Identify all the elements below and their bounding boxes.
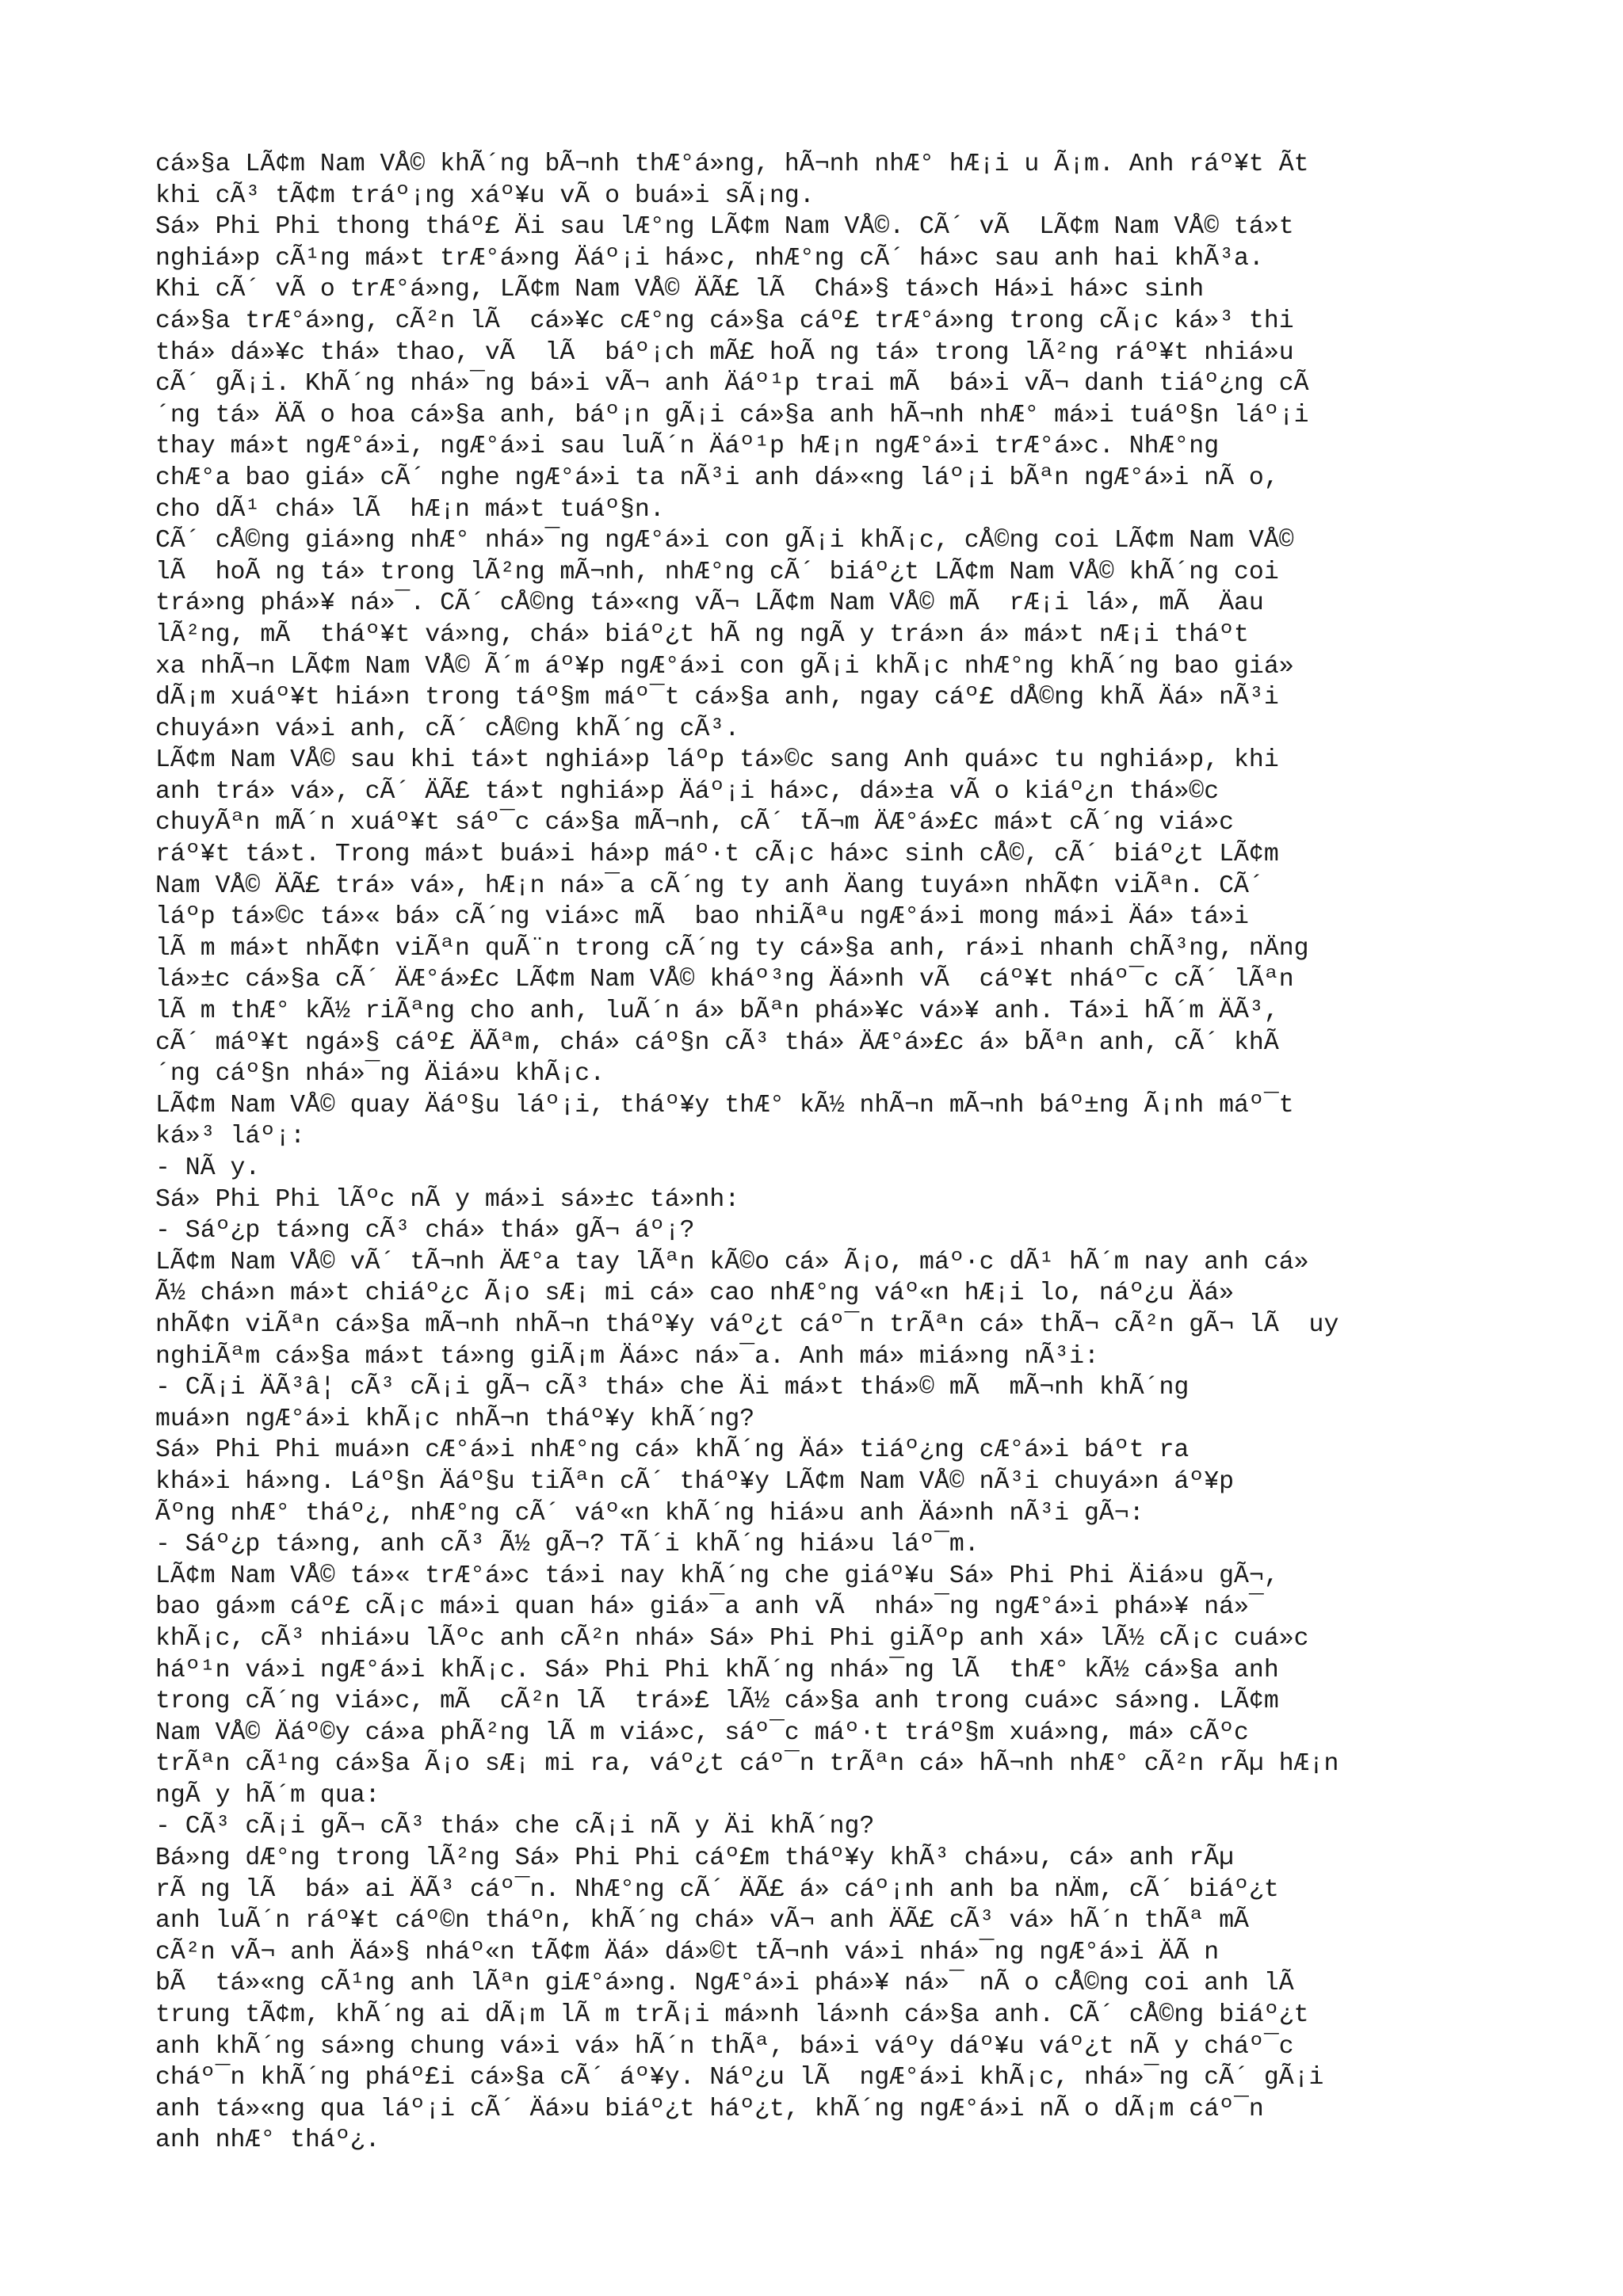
text-line: - CÃ¡i ÄÃ³â¦ cÃ³ cÃ¡i gÃ¬ cÃ³ thá» che Äi má»t thá»© mÃ mÃ¬nh khÃ´ng: [155, 1374, 1190, 1402]
text-line: cÃ²n vÃ¬ anh Äá»§ nháº«n tÃ¢m Äá» dá»©t tÃ¬nh vá»i nhá»¯ng ngÆ°á»i ÄÃ n: [155, 1938, 1220, 1966]
text-line: ká»³ láº¡:: [155, 1123, 306, 1151]
text-line: chuyÃªn mÃ´n xuáº¥t sáº¯c cá»§a mÃ¬nh, cÃ´ tÃ¬m ÄÆ°á»£c má»t cÃ´ng viá»c: [155, 809, 1235, 837]
text-line: lÃ m thÆ° kÃ½ riÃªng cho anh, luÃ´n á» bÃªn phá»¥c vá»¥ anh. Tá»i hÃ´m ÄÃ³,: [155, 997, 1279, 1026]
text-line: lá»±c cá»§a cÃ´ ÄÆ°á»£c LÃ¢m Nam VÅ© kháº³ng Äá»nh vÃ cáº¥t nháº¯c cÃ´ lÃªn: [155, 966, 1294, 994]
document-page: [155, 149, 1503, 2157]
text-line: thay má»t ngÆ°á»i, ngÆ°á»i sau luÃ´n Äáº¹p hÆ¡n ngÆ°á»i trÆ°á»c. NhÆ°ng: [155, 433, 1220, 461]
text-line: chuyá»n vá»i anh, cÃ´ cÅ©ng khÃ´ng cÃ³.: [155, 715, 740, 743]
text-line: ´ng tá» ÄÃ o hoa cá»§a anh, báº¡n gÃ¡i cá»§a anh hÃ¬nh nhÆ° má»i tuáº§n láº¡i: [155, 401, 1309, 429]
text-line: Ãºng nhÆ° tháº¿, nhÆ°ng cÃ´ váº«n khÃ´ng hiá»u anh Äá»nh nÃ³i gÃ¬:: [155, 1499, 1144, 1527]
text-line: muá»n ngÆ°á»i khÃ¡c nhÃ¬n tháº¥y khÃ´ng?: [155, 1405, 755, 1433]
text-line: khá»i há»ng. Láº§n Äáº§u tiÃªn cÃ´ tháº¥y LÃ¢m Nam VÅ© nÃ³i chuyá»n áº¥p: [155, 1467, 1235, 1496]
text-line: ´ng cáº§n nhá»¯ng Äiá»u khÃ¡c.: [155, 1060, 605, 1089]
text-line: cá»§a trÆ°á»ng, cÃ²n lÃ cá»¥c cÆ°ng cá»§a cáº£ trÆ°á»ng trong cÃ¡c ká»³ thi: [155, 307, 1294, 335]
text-line: Ã½ chá»n má»t chiáº¿c Ã¡o sÆ¡ mi cá» cao nhÆ°ng váº«n hÆ¡i lo, náº¿u Äá»: [155, 1280, 1235, 1308]
text-line: nhÃ¢n viÃªn cá»§a mÃ¬nh nhÃ¬n tháº¥y váº¿t cáº¯n trÃªn cá» thÃ¬ cÃ²n gÃ¬ lÃ uy: [155, 1310, 1339, 1339]
text-line: háº¹n vá»i ngÆ°á»i khÃ¡c. Sá» Phi Phi khÃ´ng nhá»¯ng lÃ thÆ° kÃ½ cá»§a anh: [155, 1656, 1279, 1684]
text-line: cá»§a LÃ¢m Nam VÅ© khÃ´ng bÃ¬nh thÆ°á»ng, hÃ¬nh nhÆ° hÆ¡i u Ã¡m. Anh ráº¥t Ãt: [155, 151, 1309, 178]
text-line: cÃ´ máº¥t ngá»§ cáº£ ÄÃªm, chá» cáº§n cÃ³ thá» ÄÆ°á»£c á» bÃªn anh, cÃ´ khÃ: [155, 1028, 1279, 1057]
text-line: LÃ¢m Nam VÅ© quay Äáº§u láº¡i, tháº¥y thÆ° kÃ½ nhÃ¬n mÃ¬nh báº±ng Ã¡nh máº¯t: [155, 1091, 1294, 1119]
text-line: trÃªn cÃ¹ng cá»§a Ã¡o sÆ¡ mi ra, váº¿t cáº¯n trÃªn cá» hÃ¬nh nhÆ° cÃ²n rÃµ hÆ¡n: [155, 1750, 1339, 1779]
text-line: nghiÃªm cá»§a má»t tá»ng giÃ¡m Äá»c ná»¯a. Anh má» miá»ng nÃ³i:: [155, 1342, 1099, 1371]
text-line: thá» dá»¥c thá» thao, vÃ lÃ báº¡ch mÃ£ hoÃ ng tá» trong lÃ²ng ráº¥t nhiá»u: [155, 338, 1294, 367]
text-line: Sá» Phi Phi thong tháº£ Äi sau lÆ°ng LÃ¢m Nam VÅ©. CÃ´ vÃ LÃ¢m Nam VÅ© tá»t: [155, 213, 1294, 242]
text-line: - Sáº¿p tá»ng, anh cÃ³ Ã½ gÃ¬? TÃ´i khÃ´ng hiá»u láº¯m.: [155, 1531, 980, 1559]
text-line: khÃ¡c, cÃ³ nhiá»u lÃºc anh cÃ²n nhá» Sá» Phi Phi giÃºp anh xá» lÃ½ cÃ¡c cuá»c: [155, 1624, 1309, 1653]
text-line: ráº¥t tá»t. Trong má»t buá»i há»p máº·t cÃ¡c há»c sinh cÅ©, cÃ´ biáº¿t LÃ¢m: [155, 841, 1279, 869]
text-line: anh khÃ´ng sá»ng chung vá»i vá» hÃ´n thÃª, bá»i váºy dáº¥u váº¿t nÃ y cháº¯c: [155, 2032, 1294, 2061]
text-line: LÃ¢m Nam VÅ© vÃ´ tÃ¬nh ÄÆ°a tay lÃªn kÃ©o cá» Ã¡o, máº·c dÃ¹ hÃ´m nay anh cá»: [155, 1248, 1309, 1276]
text-line: trung tÃ¢m, khÃ´ng ai dÃ¡m lÃ m trÃ¡i má»nh lá»nh cá»§a anh. CÃ´ cÅ©ng biáº¿t: [155, 2001, 1309, 2030]
text-line: bao gá»m cáº£ cÃ¡c má»i quan há» giá»¯a anh vÃ nhá»¯ng ngÆ°á»i phá»¥ ná»¯: [155, 1593, 1264, 1622]
text-line: - NÃ y.: [155, 1154, 261, 1182]
text-line: - Sáº¿p tá»ng cÃ³ chá» thá» gÃ¬ áº¡?: [155, 1217, 695, 1245]
text-line: lÃ hoÃ ng tá» trong lÃ²ng mÃ¬nh, nhÆ°ng cÃ´ biáº¿t LÃ¢m Nam VÅ© khÃ´ng coi: [155, 558, 1279, 586]
text-line: cÃ´ gÃ¡i. KhÃ´ng nhá»¯ng bá»i vÃ¬ anh Äáº¹p trai mÃ bá»i vÃ¬ danh tiáº¿ng cÃ: [155, 370, 1309, 399]
text-line: nghiá»p cÃ¹ng má»t trÆ°á»ng Äáº¡i há»c, nhÆ°ng cÃ´ há»c sau anh hai khÃ³a.: [155, 244, 1264, 273]
text-line: láºp tá»©c tá»« bá» cÃ´ng viá»c mÃ bao nhiÃªu ngÆ°á»i mong má»i Äá» tá»i: [155, 903, 1249, 932]
text-line: lÃ m má»t nhÃ¢n viÃªn quÃ¨n trong cÃ´ng ty cá»§a anh, rá»i nhanh chÃ³ng, nÄng: [155, 934, 1309, 963]
text-line: Bá»ng dÆ°ng trong lÃ²ng Sá» Phi Phi cáº£m tháº¥y khÃ³ chá»u, cá» anh rÃµ: [155, 1844, 1235, 1873]
text-line: rÃ ng lÃ bá» ai ÄÃ³ cáº¯n. NhÆ°ng cÃ´ ÄÃ£ á» cáº¡nh anh ba nÄm, cÃ´ biáº¿t: [155, 1875, 1279, 1904]
text-line: cho dÃ¹ chá» lÃ hÆ¡n má»t tuáº§n.: [155, 495, 665, 524]
text-line: cháº¯n khÃ´ng pháº£i cá»§a cÃ´ áº¥y. Náº¿u lÃ ngÆ°á»i khÃ¡c, nhá»¯ng cÃ´ gÃ¡i: [155, 2064, 1324, 2092]
text-line: Khi cÃ´ vÃ o trÆ°á»ng, LÃ¢m Nam VÅ© ÄÃ£ lÃ Chá»§ tá»ch Há»i há»c sinh: [155, 276, 1205, 304]
text-line: Nam VÅ© Äáº©y cá»a phÃ²ng lÃ m viá»c, sáº¯c máº·t tráº§m xuá»ng, má» cÃºc: [155, 1718, 1249, 1747]
text-line: anh nhÆ° tháº¿.: [155, 2126, 380, 2155]
text-line: LÃ¢m Nam VÅ© sau khi tá»t nghiá»p láºp tá»©c sang Anh quá»c tu nghiá»p, khi: [155, 746, 1279, 775]
text-line: - CÃ³ cÃ¡i gÃ¬ cÃ³ thá» che cÃ¡i nÃ y Äi khÃ´ng?: [155, 1813, 875, 1841]
text-line: trong cÃ´ng viá»c, mÃ cÃ²n lÃ trá»£ lÃ½ cá»§a anh trong cuá»c sá»ng. LÃ¢m: [155, 1688, 1279, 1716]
text-line: chÆ°a bao giá» cÃ´ nghe ngÆ°á»i ta nÃ³i anh dá»«ng láº¡i bÃªn ngÆ°á»i nÃ o,: [155, 463, 1279, 492]
text-line: bÃ tá»«ng cÃ¹ng anh lÃªn giÆ°á»ng. NgÆ°á»i phá»¥ ná»¯ nÃ o cÅ©ng coi anh lÃ: [155, 1970, 1309, 1998]
text-line: Sá» Phi Phi muá»n cÆ°á»i nhÆ°ng cá» khÃ´ng Äá» tiáº¿ng cÆ°á»i báºt ra: [155, 1436, 1190, 1465]
text-line: anh tá»«ng qua láº¡i cÃ´ Äá»u biáº¿t háº¿t, khÃ´ng ngÆ°á»i nÃ o dÃ¡m cáº¯n: [155, 2095, 1264, 2123]
text-line: anh luÃ´n ráº¥t cáº©n tháºn, khÃ´ng chá» vÃ¬ anh ÄÃ£ cÃ³ vá» hÃ´n thÃª mÃ: [155, 1907, 1264, 1936]
text-line: Sá» Phi Phi lÃºc nÃ y má»i sá»±c tá»nh:: [155, 1185, 740, 1214]
text-line: Nam VÅ© ÄÃ£ trá» vá», hÆ¡n ná»¯a cÃ´ng ty anh Äang tuyá»n nhÃ¢n viÃªn. CÃ´: [155, 871, 1264, 900]
text-line: xa nhÃ¬n LÃ¢m Nam VÅ© Ã´m áº¥p ngÆ°á»i con gÃ¡i khÃ¡c nhÆ°ng khÃ´ng bao giá»: [155, 652, 1294, 681]
text-line: ngÃ y hÃ´m qua:: [155, 1781, 380, 1810]
text-line: lÃ²ng, mÃ tháº¥t vá»ng, chá» biáº¿t hÃ ng ngÃ y trá»n á» má»t nÆ¡i tháºt: [155, 620, 1249, 649]
text-line: dÃ¡m xuáº¥t hiá»n trong táº§m máº¯t cá»§a anh, ngay cáº£ dÅ©ng khÃ Äá» nÃ³i: [155, 684, 1279, 712]
text-line: trá»ng phá»¥ ná»¯. CÃ´ cÅ©ng tá»«ng vÃ¬ LÃ¢m Nam VÅ© mÃ rÆ¡i lá», mÃ Äau: [155, 589, 1264, 618]
text-line: khi cÃ³ tÃ¢m tráº¡ng xáº¥u vÃ o buá»i sÃ¡ng.: [155, 181, 815, 210]
text-line: anh trá» vá», cÃ´ ÄÃ£ tá»t nghiá»p Äáº¡i há»c, dá»±a vÃ o kiáº¿n thá»©c: [155, 777, 1220, 806]
text-line: CÃ´ cÅ©ng giá»ng nhÆ° nhá»¯ng ngÆ°á»i con gÃ¡i khÃ¡c, cÅ©ng coi LÃ¢m Nam VÅ©: [155, 527, 1294, 555]
text-line: LÃ¢m Nam VÅ© tá»« trÆ°á»c tá»i nay khÃ´ng che giáº¥u Sá» Phi Phi Äiá»u gÃ¬,: [155, 1562, 1279, 1590]
